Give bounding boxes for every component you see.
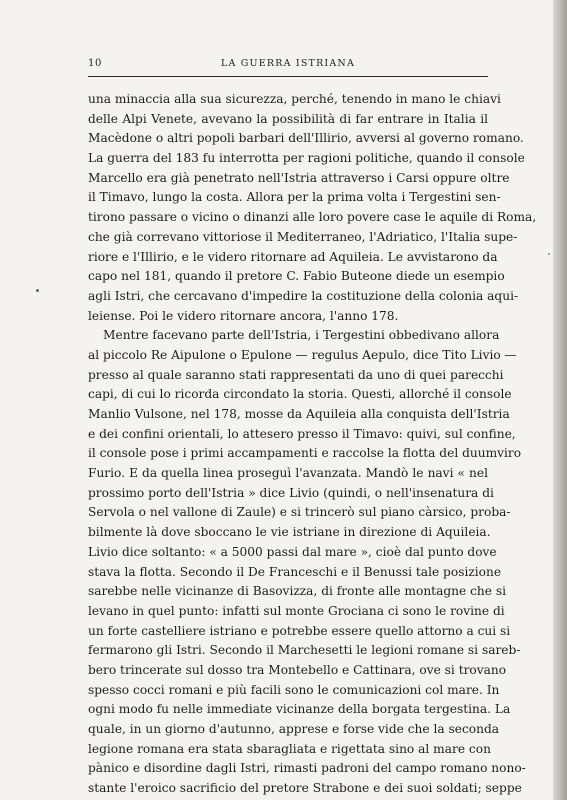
text-line: sarebbe nelle vicinanze di Basovizza, di fronte alle montagne che si [88, 584, 506, 599]
text-line: legione romana era stata sbaragliata e rigettata sino al mare con [88, 741, 491, 756]
text-line: Furio. E da quella linea proseguì l'avanzata. Mandò le navi « nel [88, 466, 488, 481]
text-line: tirono passare o vicino o dinanzi alle loro povere case le aquile di Roma, [88, 210, 537, 225]
text-line: fermarono gli Istri. Secondo il Marchesetti le legioni romane si sareb- [88, 643, 521, 658]
text-line: quale, in un giorno d'autunno, apprese e forse vide che la seconda [88, 722, 500, 736]
text-line: presso al quale saranno stati rappresentati da uno di quei parecchi [88, 367, 504, 382]
paragraph-last-line: leiense. Poi le videro ritornare ancora, l'anno 178. [88, 308, 399, 323]
text-line: La guerra del 183 fu interrotta per ragioni politiche, quando il console [88, 151, 525, 166]
text-line: ogni modo fu nelle immediate vicinanze della borgata tergestina. La [88, 702, 511, 717]
text-line: Manlio Vulsone, nel 178, mosse da Aquileia alla conquista dell'Istria [88, 407, 510, 421]
text-line: un forte castelliere istriano e potrebbe essere quello attorno a cui si [88, 623, 511, 638]
scan-speck [548, 253, 550, 255]
text-line: Marcello era già penetrato nell'Istria attraverso i Carsi oppure oltre [88, 170, 510, 185]
text-line: stava la flotta. Secondo il De Franceschi e il Benussi tale posizione [88, 564, 502, 579]
text-line: capi, di cui lo ricorda circondato la storia. Questi, allorché il console [88, 387, 512, 402]
text-line: stante l'eroico sacrificio del pretore Strabone e dei suoi soldati; seppe [88, 781, 522, 796]
page-number: 10 [88, 58, 102, 69]
header-rule [88, 76, 488, 77]
text-line: Macèdone o altri popoli barbari dell'Illirio, avversi al governo romano. [88, 131, 524, 146]
scan-speck [36, 289, 39, 292]
text-line [88, 346, 517, 366]
body-text [88, 90, 537, 799]
text-line: agli Istri, che cercavano d'impedire la costituzione della colonia aqui- [88, 288, 519, 303]
text-line: spesso cocci romani e più facili sono le comunicazioni col mare. In [88, 682, 500, 697]
text-line: Servola o nel vallone di Zaule) e si trincerò sul piano càrsico, proba- [88, 505, 511, 520]
text-line: bilmente là dove sboccano le vie istriane in direzione di Aquileia. [88, 525, 491, 540]
text-line: che già correvano vittoriose il Mediterraneo, l'Adriatico, l'Italia supe- [88, 229, 518, 244]
text-line: prossimo porto dell'Istria » dice Livio (quindi, o nell'insenatura di [88, 485, 494, 500]
text-line: pànico e disordine dagli Istri, rimasti padroni del campo romano nono- [88, 761, 526, 776]
page-edge-shadow [553, 0, 567, 800]
text-line: riore e l'Illirio, e le videro ritornare ad Aquileia. Le avvistarono da [88, 249, 498, 264]
text-line: levano in quel punto: infatti sul monte Grociana ci sono le rovine di [88, 603, 505, 618]
text-line: il Timavo, lungo la costa. Allora per la prima volta i Tergestini sen- [88, 190, 501, 205]
text-line: e dei confini orientali, lo attesero presso il Timavo: quivi, sul confine, [88, 426, 516, 441]
text-fragment: al piccolo Re Aipulone o Epulone — regulus Aepulo, dice Tito Livio — [88, 347, 517, 362]
text-line: bero trincerate sul dosso tra Montebello e Cattinara, ove si trovano [88, 662, 507, 677]
text-line: delle Alpi Venete, avevano la possibilità di far entrare in Italia il [88, 111, 488, 126]
text-line: Livio dice soltanto: « a 5000 passi dal mare », cioè dal punto dove [88, 544, 497, 559]
running-title: LA GUERRA ISTRIANA [220, 58, 356, 69]
paragraph-first-line: Mentre facevano parte dell'Istria, i Tergestini obbedivano allora [103, 328, 500, 343]
text-line: una minaccia alla sua sicurezza, perché, tenendo in mano le chiavi [88, 92, 501, 106]
text-line: il console pose i primi accampamenti e raccolse la flotta del duumviro [88, 446, 522, 461]
text-line: capo nel 181, quando il pretore C. Fabio Buteone diede un esempio [88, 269, 505, 284]
